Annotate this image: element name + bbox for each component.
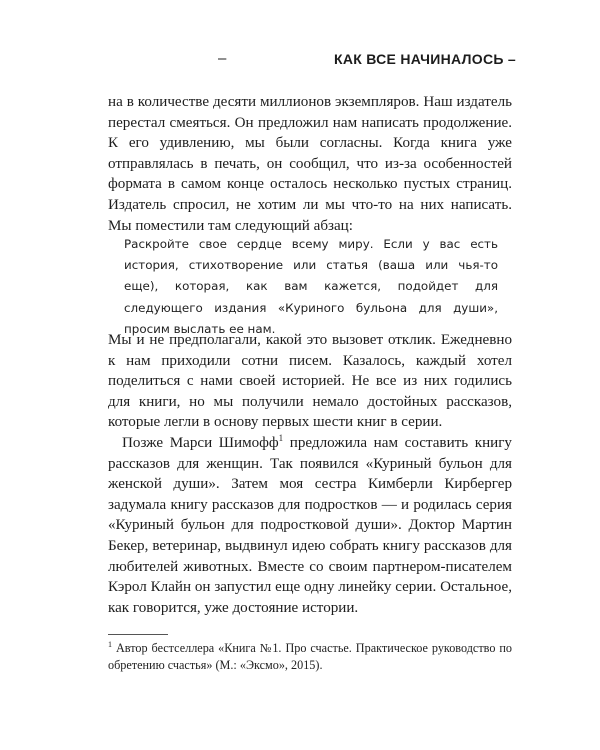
paragraph-1 <box>108 92 512 236</box>
header-left-dash: – <box>218 50 227 67</box>
paragraph-3-rest: предложила нам составить книгу рассказов для женщин. Так появился «Куриный бульон для женской души». Затем моя сестра Кимберли Кирбергер задумала книгу рассказов для подростков — и родилась серия «Куриный бульон для подростковой души». Доктор Мартин Бекер, ветеринар, выдвинул идею собрать книгу рассказов для любителей животных. Вместе со своим партнером-писателем Кэрол Клайн он запустил еще одну линейку серии. Остальное, как говорится, уже достояние истории. <box>108 434 512 616</box>
quoted-announcement: Раскройте свое сердце всему миру. Если у вас есть история, стихотворение или статья (ваша или чья-то еще), которая, как вам кажется, подойдет для следующего издания «Куриного бульона для души», просим выслать ее нам. <box>124 237 498 336</box>
paragraph-3-start: Позже Марси Шимофф <box>122 434 279 451</box>
paragraph-1-text: на в количестве десяти миллионов экземпляров. Наш издатель перестал смеяться. Он предложил нам написать продолжение. К его удивлению, мы были согласны. Когда книга уже отправлялась в печать, он сообщил, что из-за особенностей формата в самом конце осталось несколько пустых страниц. Издатель спросил, не хотим ли мы что-то на них написать. Мы поместили там следующий абзац: <box>108 94 512 234</box>
footnote-text: Автор бестселлера «Книга №1. Про счастье. Практическое руководство по обретению счастья» (М.: «Эксмо», 2015). <box>108 641 512 672</box>
paragraph-2-text: Мы и не предполагали, какой это вызовет отклик. Ежедневно к нам приходили сотни писем. Казалось, каждый хотел поделиться с нами своей историей. Не все из них годились для книги, но мы получили немало достойных рассказов, которые легли в основу первых шести книг в серии. <box>108 332 512 431</box>
footnote-separator <box>108 634 168 635</box>
running-head-title: КАК ВСЕ НАЧИНАЛОСЬ – <box>333 51 516 67</box>
paragraphs-main <box>108 330 512 618</box>
footnote <box>108 640 512 674</box>
footnote-reference[interactable]: 1 <box>278 432 284 443</box>
footnote-number: 1 <box>108 639 112 649</box>
paragraph-3 <box>108 433 512 618</box>
